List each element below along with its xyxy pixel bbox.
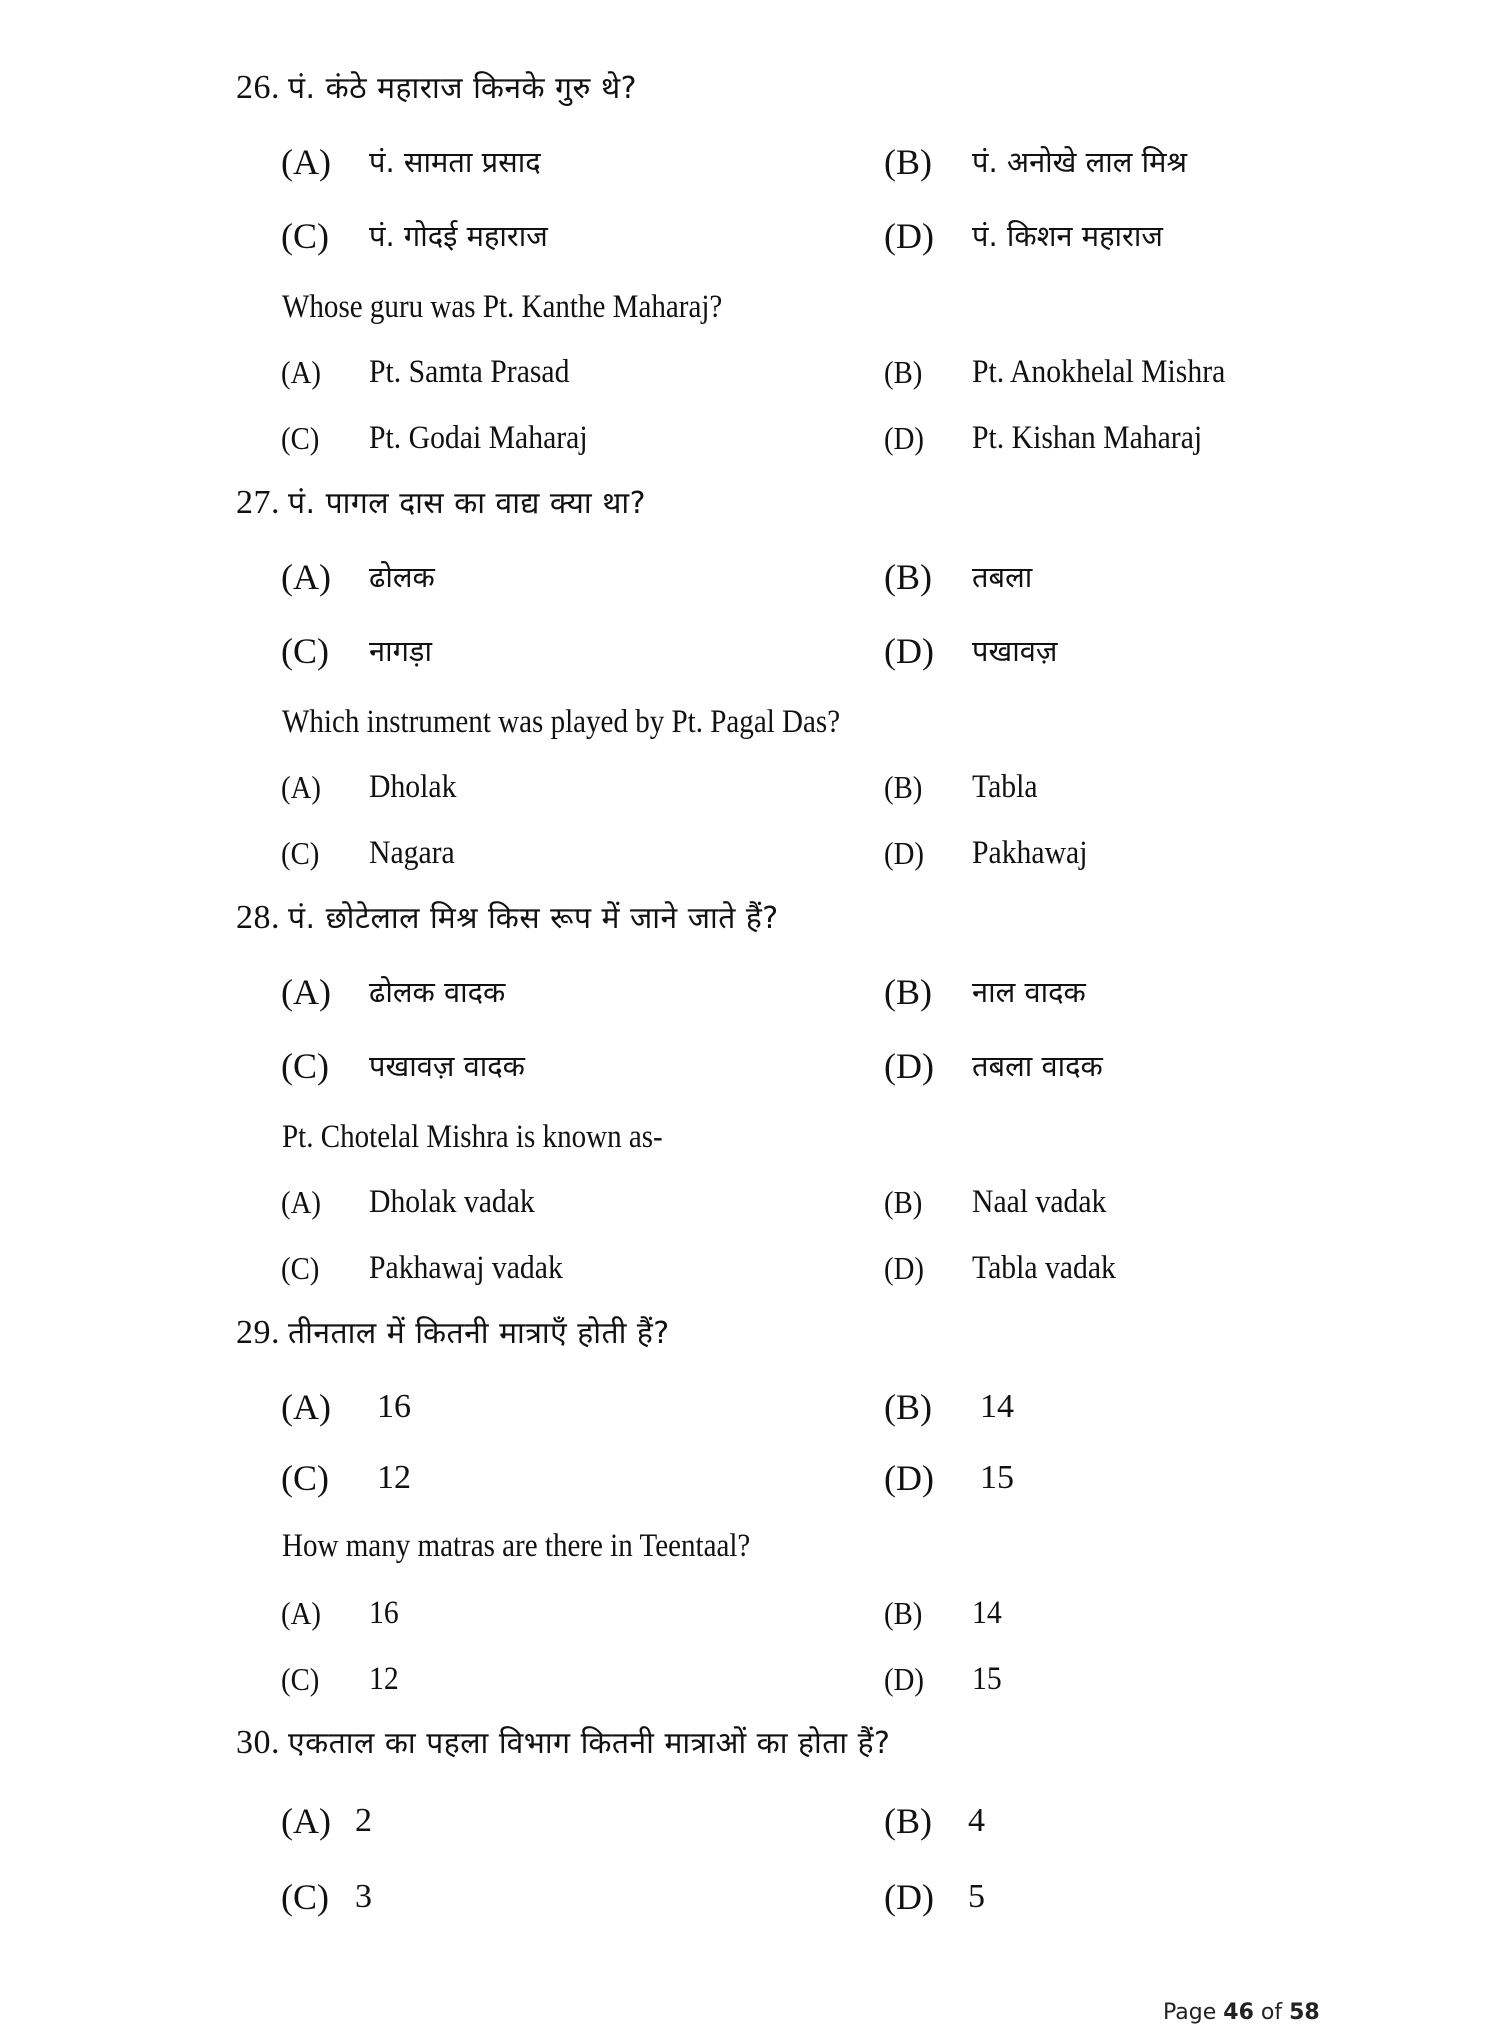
question-number: 26. [236,69,280,106]
question-number: 28. [236,899,280,936]
exam-page: 26. पं. कंठे महाराज किनके गुरु थे? (A) पं. सामता प्रसाद (B) पं. अनोखे लाल मिश्र (C) पं. गोदई महाराज (D) पं. किशन महाराज Whose guru was Pt. Kanthe Maharaj? (A) Pt. Samta Prasad (B) Pt. Anokhelal Mishra (C) Pt. Godai Maharaj (D) Pt. Kishan Maharaj 27. पं. पागल दास का वाद्य क्या था? (A) ढोलक (B) तबला (C) नागड़ा (D) पखावज़ Which instrument was played by Pt. Pagal Das? (A) Dholak (B) Tabla (C) Nagara (D) Pakhawaj 28. पं. छोटेलाल मिश्र किस रूप में जाने जाते हैं? (A) ढोलक वादक (B) नाल वादक (C) पखावज़ वादक (D) तबला वादक Pt. Chotelal Mishra is known as- (A) Dholak vadak (B) Naal vadak (C) Pakhawaj vadak (D) Tabla vadak 29. तीनताल में कितनी मात्राएँ होती हैं? (A) 16 (B) 14 (C) 12 (D) 15 How many matras are there in Teentaal? (A) 16 (B) 14 (C) 12 (D) 15 30. एकताल का पहला विभाग कितनी मात्राओं का होता हैं? (A) 2 (B) 4 (C) 3 (D) 5 Page 46 of 58 [236,69,1320,2025]
question-hindi: 26. पं. कंठे महाराज किनके गुरु थे? [236,69,638,106]
current-page: 46 [1223,2000,1254,2025]
question-hindi: 27. पं. पागल दास का वाद्य क्या था? [236,484,647,521]
question-hindi: 29. तीनताल में कितनी मात्राएँ होती हैं? [236,1314,670,1351]
question-english: Pt. Chotelal Mishra is known as- [282,1119,663,1155]
total-pages: 58 [1289,2000,1320,2025]
question-hindi: 28. पं. छोटेलाल मिश्र किस रूप में जाने जाते हैं? [236,899,779,936]
question-english: Whose guru was Pt. Kanthe Maharaj? [282,289,723,325]
question-english: How many matras are there in Teentaal? [282,1528,751,1564]
question-english: Which instrument was played by Pt. Pagal Das? [282,704,841,740]
question-number: 27. [236,484,280,521]
question-number: 30. [236,1724,280,1761]
page-number-footer: Page 46 of 58 [1163,2000,1320,2025]
question-hindi: 30. एकताल का पहला विभाग कितनी मात्राओं का होता हैं? [236,1724,891,1761]
question-number: 29. [236,1314,280,1351]
